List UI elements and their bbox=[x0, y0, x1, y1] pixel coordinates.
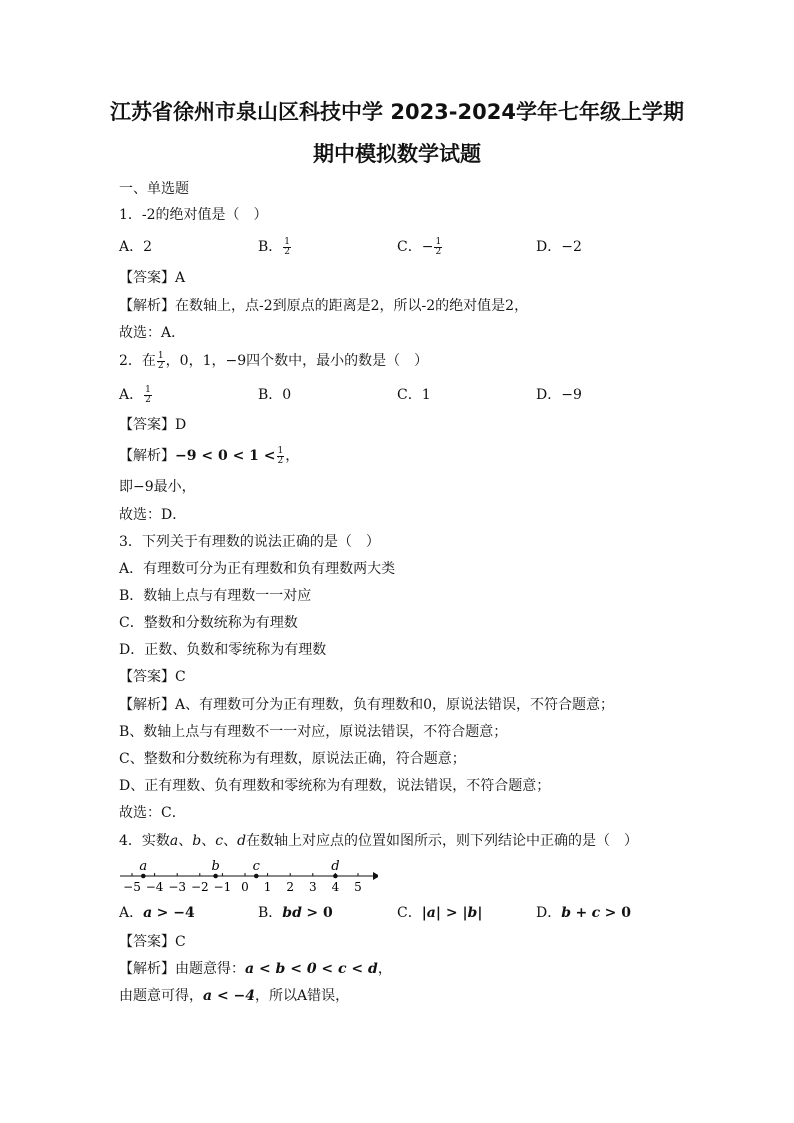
document-title-line1: 江苏省徐州市泉山区科技中学 2023-2024学年七年级上学期 bbox=[110, 100, 684, 124]
number-line-tick-label: 5 bbox=[354, 880, 362, 894]
q3-analysis-a: 【解析】A、有理数可分为正有理数，负有理数和0，原说法错误，不符合题意； bbox=[119, 697, 615, 713]
q2-option-b: B．0 bbox=[258, 387, 292, 403]
q2-choose: 故选：D． bbox=[119, 507, 187, 523]
q1-option-c: C．− $\frac{1}{2}$ bbox=[397, 236, 442, 257]
q1-option-a: A．2 bbox=[119, 239, 153, 255]
fraction: $\frac{1}{2}$ bbox=[145, 384, 151, 405]
q1-stem: 1．-2的绝对值是（ ） bbox=[119, 207, 268, 223]
number-line-point-label: b bbox=[211, 859, 220, 874]
q3-option-d: D．正数、负数和零统称为有理数 bbox=[119, 642, 327, 658]
q4-option-a: A．a > −4 bbox=[119, 905, 195, 921]
fraction: $\frac{1}{2}$ bbox=[157, 350, 164, 371]
arrow-right-icon bbox=[373, 872, 378, 880]
fraction: $\frac{1}{2}$ bbox=[277, 445, 284, 466]
q1-option-b: B． $\frac{1}{2}$ bbox=[258, 236, 291, 257]
q4-option-b: B．bd > 0 bbox=[258, 905, 333, 921]
q4-option-c: C．|a| > |b| bbox=[397, 905, 483, 921]
number-line-point-label: c bbox=[252, 859, 260, 874]
q3-analysis-c: C、整数和分数统称为有理数，原说法正确，符合题意； bbox=[119, 751, 466, 767]
q1-option-d: D．−2 bbox=[536, 239, 582, 255]
q3-analysis-b: B、数轴上点与有理数不一一对应，原说法错误，不符合题意； bbox=[119, 724, 508, 740]
number-line-tick-label: 0 bbox=[241, 880, 249, 894]
q3-option-a: A．有理数可分为正有理数和负有理数两大类 bbox=[119, 561, 396, 577]
q2-conclusion: 即−9最小， bbox=[119, 479, 196, 495]
fraction: $\frac{1}{2}$ bbox=[284, 236, 291, 257]
section-heading: 一、单选题 bbox=[119, 181, 189, 197]
q3-option-c: C．整数和分数统称为有理数 bbox=[119, 615, 298, 631]
q4-option-d: D．b + c > 0 bbox=[536, 905, 632, 921]
number-line-tick-label: 2 bbox=[286, 880, 295, 894]
q2-stem: 2．在 $\frac{1}{2}$ ，0，1，−9四个数中，最小的数是（ ） bbox=[119, 350, 429, 371]
number-line-tick-label: −5 bbox=[123, 880, 141, 894]
number-line-point-d bbox=[333, 874, 338, 879]
q4-answer: 【答案】C bbox=[119, 934, 186, 950]
q4-stem: 4．实数a、b、c、d在数轴上对应点的位置如图所示，则下列结论中正确的是（ ） bbox=[119, 833, 639, 849]
q4-analysis-line2: 由题意可得，a < −4，所以A错误， bbox=[119, 988, 350, 1004]
number-line-point-label: d bbox=[331, 859, 340, 874]
q2-option-a: A． $\frac{1}{2}$ bbox=[119, 384, 151, 405]
q4-analysis: 【解析】由题意得：a < b < 0 < c < d， bbox=[119, 961, 392, 977]
q1-analysis: 【解析】在数轴上，点-2到原点的距离是2，所以-2的绝对值是2， bbox=[119, 298, 529, 314]
number-line-tick-label: −1 bbox=[213, 880, 232, 894]
number-line-point-c bbox=[254, 874, 259, 879]
number-line-tick-label: 1 bbox=[263, 880, 272, 894]
number-line-point-b bbox=[213, 874, 218, 879]
q1-choose: 故选：A． bbox=[119, 325, 186, 341]
q3-analysis-d: D、正有理数、负有理数和零统称为有理数，说法错误，不符合题意； bbox=[119, 778, 551, 794]
q2-option-d: D．−9 bbox=[536, 387, 582, 403]
q2-analysis: 【解析】−9 < 0 < 1 < $\frac{1}{2}$ ， bbox=[119, 445, 300, 466]
number-line-tick-label: 3 bbox=[308, 880, 317, 894]
number-line-point-a bbox=[141, 874, 146, 879]
q2-answer: 【答案】D bbox=[119, 417, 187, 433]
fraction: $\frac{1}{2}$ bbox=[435, 236, 442, 257]
q3-answer: 【答案】C bbox=[119, 669, 186, 685]
number-line-tick-label: −4 bbox=[145, 880, 164, 894]
number-line-tick-label: −3 bbox=[168, 880, 187, 894]
document-title-line2: 期中模拟数学试题 bbox=[313, 142, 481, 166]
number-line-tick-label: −2 bbox=[190, 880, 209, 894]
q3-choose: 故选：C． bbox=[119, 805, 186, 821]
q2-option-c: C．1 bbox=[397, 387, 431, 403]
number-line-tick-label: 4 bbox=[331, 880, 340, 894]
number-line-point-label: a bbox=[139, 859, 148, 874]
q1-answer: 【答案】A bbox=[119, 270, 186, 286]
q3-stem: 3．下列关于有理数的说法正确的是（ ） bbox=[119, 534, 380, 550]
q3-option-b: B．数轴上点与有理数一一对应 bbox=[119, 588, 312, 604]
number-line-points bbox=[139, 859, 339, 878]
number-line-figure bbox=[118, 856, 378, 896]
